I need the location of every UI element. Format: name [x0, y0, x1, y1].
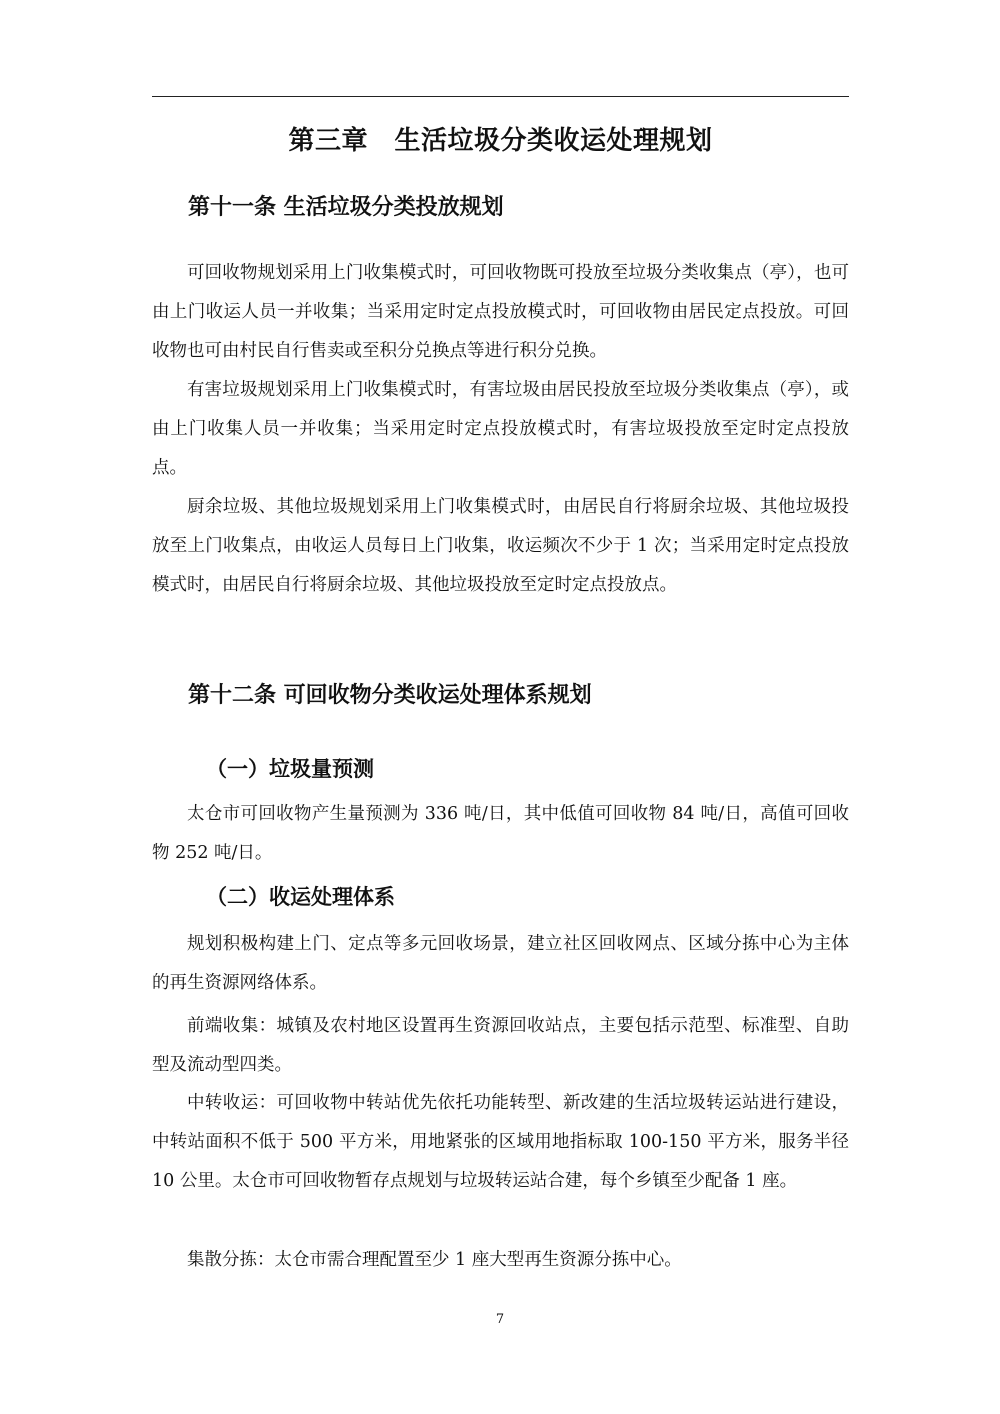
- section-2-heading: （二）收运处理体系: [206, 884, 395, 909]
- section-1-heading: （一）垃圾量预测: [206, 756, 374, 781]
- header-rule: [152, 96, 849, 97]
- article-11-heading: 第十一条 生活垃圾分类投放规划: [188, 194, 504, 220]
- section-1-paragraph: 太仓市可回收物产生量预测为 336 吨/日，其中低值可回收物 84 吨/日，高值可回收物 252 吨/日。: [152, 804, 849, 863]
- page-number: 7: [495, 1312, 505, 1327]
- article-11-paragraph: 可回收物规划采用上门收集模式时，可回收物既可投放至垃圾分类收集点（亭），也可由上门收运人员一并收集；当采用定时定点投放模式时，可回收物由居民定点投放。可回收物也可由村民自行售卖或至积分兑换点等进行积分兑换。: [152, 263, 849, 361]
- chapter-title: 第三章 生活垃圾分类收运处理规划: [288, 126, 713, 156]
- article-11-paragraph: 厨余垃圾、其他垃圾规划采用上门收集模式时，由居民自行将厨余垃圾、其他垃圾投放至上门收集点，由收运人员每日上门收集，收运频次不少于 1 次；当采用定时定点投放模式时，由居民自行将厨余垃圾、其他垃圾投放至定时定点投放点。: [152, 497, 849, 595]
- section-2-paragraph: 前端收集：城镇及农村地区设置再生资源回收站点，主要包括示范型、标准型、自助型及流动型四类。: [152, 1016, 849, 1075]
- article-12-heading: 第十二条 可回收物分类收运处理体系规划: [188, 682, 592, 708]
- article-11-paragraph: 有害垃圾规划采用上门收集模式时，有害垃圾由居民投放至垃圾分类收集点（亭），或由上门收集人员一并收集；当采用定时定点投放模式时，有害垃圾投放至定时定点投放点。: [152, 380, 849, 478]
- section-2-paragraph: 规划积极构建上门、定点等多元回收场景，建立社区回收网点、区域分拣中心为主体的再生资源网络体系。: [152, 934, 849, 993]
- section-2-paragraph: 中转收运：可回收物中转站优先依托功能转型、新改建的生活垃圾转运站进行建设，中转站面积不低于 500 平方米，用地紧张的区域用地指标取 100-150 平方米，服务半径 10 公里。太仓市可回收物暂存点规划与垃圾转运站合建，每个乡镇至少配备 1 座。: [152, 1093, 849, 1191]
- section-2-paragraph: 集散分拣：太仓市需合理配置至少 1 座大型再生资源分拣中心。: [187, 1250, 682, 1270]
